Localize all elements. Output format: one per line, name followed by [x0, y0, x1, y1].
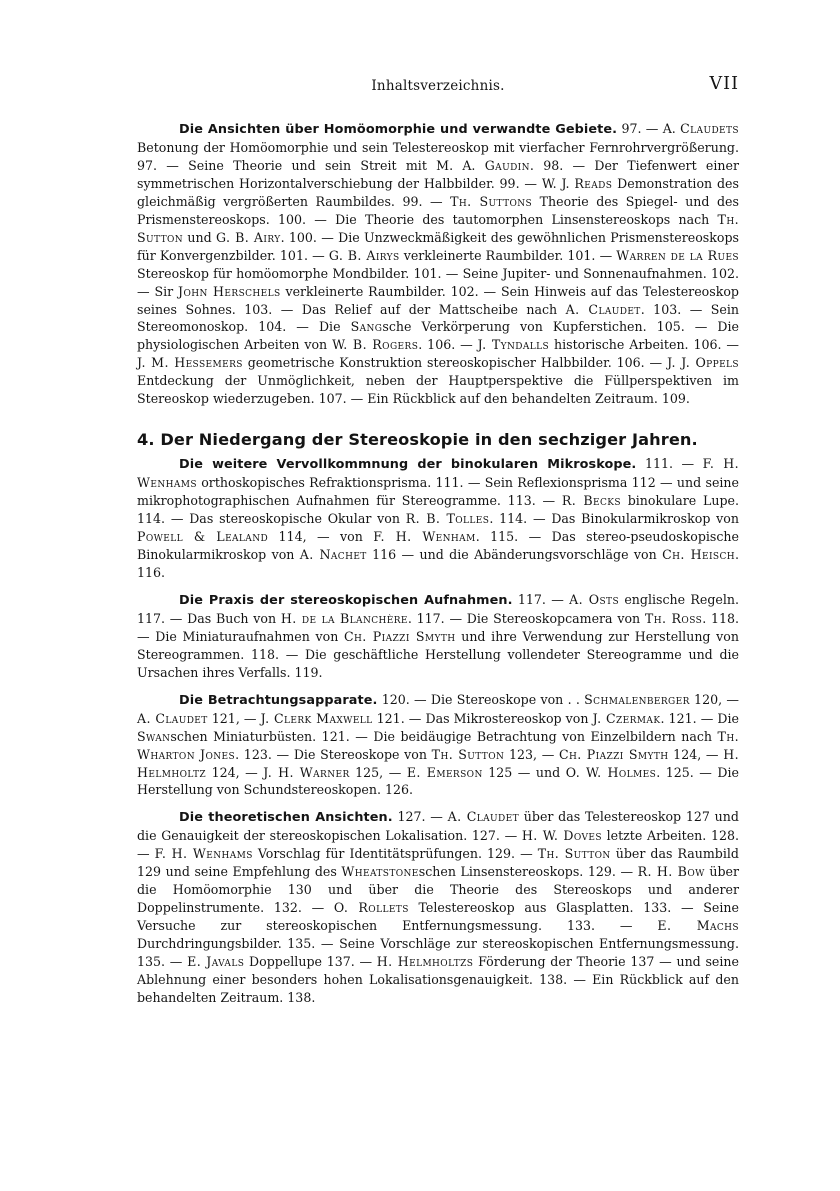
- page-header: [137, 70, 739, 104]
- text-run: 124, —: [206, 764, 264, 780]
- text-run: 97. — A.: [617, 121, 681, 136]
- text-run: Theorie des Spiegel- und des Prismenstereoskops. 100. — Die Theorie des tautomorphen Linsenstereoskops nach: [137, 193, 739, 227]
- person-name: J. Czermak: [592, 710, 661, 726]
- entry-text: [137, 121, 739, 406]
- text-run: 127. —: [392, 809, 448, 825]
- person-name: E. Emerson: [406, 764, 483, 780]
- person-name: A. Claudet: [565, 301, 641, 317]
- person-name: E. Javals: [187, 954, 245, 970]
- text-run: Förderung der Theorie 137 — und seine Ablehnung einer besonders hohen Lokalisationsgenauigkeit. 138. — Ein Rückblick auf den behandelten Zeitraum. 138.: [137, 954, 739, 1005]
- person-name: F. H. Wenhams: [137, 456, 739, 491]
- text-run: binokulare Lupe. 114. — Das stereoskopische Okular von: [137, 493, 739, 527]
- person-name: A. Nachet: [299, 547, 367, 563]
- text-run: schen Miniaturbüsten. 121. — Die beidäugige Betrachtung von Einzelbildern nach: [170, 728, 718, 744]
- person-name: G. B. Airys: [328, 247, 400, 263]
- text-run: über das Telestereoskop 127 und die Genauigkeit der stereoskopischen Lokalisation. 127. —: [137, 809, 739, 844]
- person-name: A. Claudet: [447, 809, 519, 825]
- entry-text: [137, 456, 739, 580]
- person-name: Ch. Piazzi Smyth: [558, 746, 669, 762]
- person-name: Th. Sutton: [137, 211, 739, 245]
- text-run: . 98. — Der Tiefenwert einer symmetrischen Horizontalverschiebung der Halbbilder. 99. — W. J.: [137, 157, 739, 191]
- person-name: O. W. Holmes: [565, 764, 657, 780]
- text-run: . 103. — Sein Stereomonoskop. 104. — Die: [137, 301, 739, 335]
- text-run: über das Raumbild 129 und seine Empfehlung des: [137, 846, 739, 880]
- person-name: G. B. Airy: [215, 229, 281, 245]
- toc-entry: [137, 120, 739, 408]
- text-run: und ihre Verwendung zur Herstellung von Stereogrammen. 118. — Die geschäftliche Herstellung vollendeter Stereogramme und die Ursachen ihres Verfalls. 119.: [137, 628, 739, 680]
- text-run: 116 — und die Abänderungsvorschläge von: [366, 547, 663, 563]
- text-run: 123, —: [504, 746, 559, 762]
- text-run: sche Verkörperung von Kupferstichen. 105. — Die physiologischen Arbeiten von: [137, 319, 739, 353]
- text-run: historische Arbeiten. 106. —: [549, 337, 740, 353]
- running-title: Inhaltsverzeichnis.: [371, 78, 505, 94]
- text-run: 111. —: [636, 456, 703, 472]
- text-run: Demonstration des gleichmäßig vergrößerten Raumbildes. 99. —: [137, 175, 739, 209]
- person-name: J. H. Warner: [263, 764, 350, 780]
- text-run: Betonung der Homöomorphie und sein Telestereoskop mit vierfacher Fernrohrvergrößerung. 97. — Seine Theorie und sein Streit mit M. A.: [137, 139, 739, 173]
- text-run: . 100. — Die Unzweckmäßigkeit des gewöhnlichen Prismenstereoskops für Konvergenzbilder. 101. —: [137, 229, 739, 263]
- entry-heading: Die weitere Vervollkommnung der binokularen Mikroskope.: [179, 457, 637, 473]
- text-run: verkleinerte Raumbilder. 101. —: [399, 247, 617, 263]
- text-run: und: [183, 229, 216, 245]
- text-run: schen Linsenstereoskops. 129. —: [418, 864, 638, 880]
- text-run: 114, — von: [268, 529, 374, 545]
- person-name: R. H. Bow: [637, 864, 705, 880]
- person-name: H. Helmholtzs: [376, 954, 474, 970]
- text-run: geometrische Konstruktion stereoskopischer Halbbilder. 106. —: [242, 355, 668, 371]
- entry-heading: Die Praxis der stereoskopischen Aufnahmen.: [179, 592, 513, 608]
- person-name: Warren de la Rues: [616, 247, 739, 263]
- person-name: F. H. Wenhams: [154, 846, 253, 862]
- text-run: . 117. — Die Stereoskopcamera von: [407, 610, 645, 626]
- entry-heading: Die Ansichten über Homöomorphie und verwandte Gebiete.: [179, 122, 618, 137]
- person-name: Claudets: [680, 121, 739, 136]
- text-run: 124, —: [668, 746, 724, 762]
- person-name: H. W. Doves: [521, 828, 602, 844]
- person-name: Th. Sutton: [431, 746, 505, 762]
- text-run: . 125. — Die Herstellung von Schundstereoskopen. 126.: [137, 764, 739, 798]
- toc-entry: [137, 808, 739, 1006]
- person-name: A. Claudet: [137, 710, 208, 726]
- person-name: Schmalenberger: [584, 691, 690, 707]
- page-number: VII: [709, 74, 739, 94]
- text-run: 120. — Die Stereoskope von . .: [377, 691, 585, 707]
- text-run: englische Regeln. 117. — Das Buch von: [137, 591, 739, 626]
- person-name: A. Osts: [569, 591, 620, 607]
- text-run: 121. — Das Mikrostereoskop von: [372, 710, 593, 726]
- text-run: Doppellupe 137. —: [244, 954, 377, 970]
- person-name: E. Machs: [657, 918, 739, 934]
- person-name: Swan: [137, 728, 171, 744]
- person-name: J. Clerk Maxwell: [260, 710, 373, 726]
- text-run: . 106. —: [418, 337, 478, 353]
- text-run: 125 — und: [482, 764, 566, 780]
- person-name: Gaudin: [484, 157, 530, 173]
- text-run: letzte Arbeiten. 128. —: [137, 828, 739, 862]
- person-name: J. M. Hessemers: [137, 355, 243, 371]
- person-name: O. Rollets: [333, 900, 409, 916]
- text-run: Durchdringungsbilder. 135. — Seine Vorschläge zur stereoskopischen Entfernungsmessung. 135. —: [137, 936, 739, 970]
- person-name: H. Helmholtz: [137, 746, 739, 780]
- person-name: F. H. Wenham: [373, 529, 476, 545]
- person-name: R. B. Tolles: [405, 511, 490, 527]
- text-run: Entdeckung der Unmöglichkeit, neben der Hauptperspektive die Füllperspektiven im Stereoskop wiederzugeben. 107. — Ein Rückblick auf den behandelten Zeitraum. 109.: [137, 373, 739, 407]
- person-name: John Herschels: [178, 283, 281, 299]
- person-name: Reads: [574, 175, 613, 191]
- person-name: J. J. Oppels: [667, 355, 739, 371]
- person-name: R. Becks: [561, 493, 621, 509]
- person-name: Th. Sutton: [537, 846, 611, 862]
- text-run: . 114. — Das Binokularmikroskop von: [489, 511, 739, 527]
- text-run: 120, —: [689, 691, 739, 707]
- text-run: 125, —: [349, 764, 407, 780]
- person-name: Th. Wharton Jones: [137, 728, 739, 762]
- text-run: . 121. — Die: [660, 710, 739, 726]
- toc-entry: [137, 591, 739, 682]
- person-name: W. B. Rogers: [332, 337, 419, 353]
- person-name: Ch. Piazzi Smyth: [344, 628, 456, 644]
- text-run: Telestereoskop aus Glasplatten. 133. — Seine Versuche zur stereoskopischen Entfernungsmessung. 133. —: [137, 900, 739, 934]
- text-run: . 123. — Die Stereoskope von: [235, 746, 432, 762]
- text-run: . 115. — Das stereo-pseudoskopische Binokularmikroskop von: [137, 529, 739, 563]
- person-name: Wheatstone: [341, 864, 419, 880]
- text-run: verkleinerte Raumbilder. 102. — Sein Hinweis auf das Telestereoskop seines Sohnes. 103. — Das Relief auf der Mattscheibe nach: [137, 283, 739, 317]
- text-run: . 116.: [137, 547, 740, 580]
- entry-heading: Die Betrachtungsapparate.: [179, 692, 378, 708]
- entry-text: [137, 809, 739, 1005]
- chapter-heading: 4. Der Niedergang der Stereoskopie in den sechziger Jahren.: [137, 430, 698, 450]
- text-run: 117. —: [512, 591, 570, 607]
- text-run: orthoskopisches Refraktionsprisma. 111. — Sein Reflexionsprisma 112 — und seine mikrophotographischen Aufnahmen für Stereogramme. 113. —: [137, 475, 739, 509]
- text-run: 121, —: [207, 710, 261, 726]
- text-run: Stereoskop für homöomorphe Mondbilder. 101. — Seine Jupiter- und Sonnenaufnahmen. 102. — Sir: [137, 265, 739, 299]
- person-name: Th. Suttons: [450, 193, 533, 209]
- toc-entry: [137, 455, 739, 582]
- entry-heading: Die theoretischen Ansichten.: [179, 810, 393, 826]
- person-name: Powell & Lealand: [137, 529, 269, 545]
- person-name: H. de la Blanchère: [280, 610, 408, 626]
- person-name: Sang: [350, 319, 383, 335]
- text-run: über die Homöomorphie 130 und über die Theorie des Stereoskops und anderer Doppelinstrumente. 132. —: [137, 864, 739, 916]
- person-name: Th. Ross: [644, 610, 703, 626]
- text-run: . 118. — Die Miniaturaufnahmen von: [137, 610, 739, 644]
- toc-page: [137, 70, 739, 1007]
- toc-entry: [137, 691, 739, 800]
- text-run: Vorschlag für Identitätsprüfungen. 129. —: [252, 846, 538, 862]
- person-name: Ch. Heisch: [662, 547, 736, 563]
- person-name: J. Tyndalls: [477, 337, 550, 353]
